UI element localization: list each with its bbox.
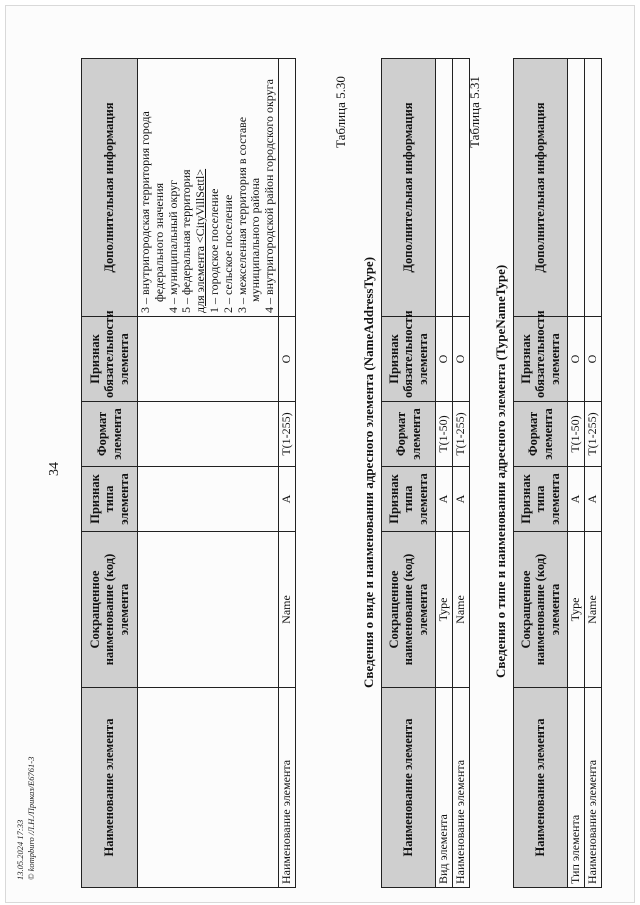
header-info: Дополнительная информация xyxy=(382,59,436,317)
info-line: 5 – федеральная территория xyxy=(179,169,194,313)
print-stamp xyxy=(15,757,36,880)
cell-name: Вид элемента xyxy=(436,688,453,888)
cell-name: Наименование элемента xyxy=(584,688,601,888)
cell-info xyxy=(278,59,295,317)
cell-required: О xyxy=(452,317,469,402)
header-format: Формат элемента xyxy=(382,402,436,467)
cell-type: А xyxy=(584,467,601,532)
header-format: Формат элемента xyxy=(514,402,568,467)
info-line: 2 – сельское поселение xyxy=(220,194,235,313)
table-title: Сведения о типе и наименовании адресного элемента (TypeNameType) xyxy=(493,264,508,678)
table-row xyxy=(278,59,295,888)
info-line: 1 – городское поселение xyxy=(206,188,221,313)
cell-abbr: Name xyxy=(584,532,601,688)
header-name: Наименование элемента xyxy=(382,688,436,888)
header-abbr: Сокращенное наименование (код) элемента xyxy=(82,532,138,688)
rotated-content xyxy=(15,38,611,888)
header-info: Дополнительная информация xyxy=(514,59,568,317)
cell-info xyxy=(568,59,585,317)
header-abbr: Сокращенное наименование (код) элемента xyxy=(382,532,436,688)
page-number: 34 xyxy=(47,462,62,476)
cell-type: А xyxy=(278,467,295,532)
stamp-date: 13.05.2024 17:33 xyxy=(15,819,25,880)
cell-abbr: Type xyxy=(436,532,453,688)
cell-name: Наименование элемента xyxy=(452,688,469,888)
cell-name: Наименование элемента xyxy=(278,688,295,888)
header-name: Наименование элемента xyxy=(514,688,568,888)
info-line: муниципального района xyxy=(248,177,263,302)
table-cell xyxy=(138,317,279,402)
document-page xyxy=(5,5,635,903)
info-line: для элемента <CityVillSettl> xyxy=(193,168,208,313)
cell-format: T(1-255) xyxy=(452,402,469,467)
cell-info xyxy=(436,59,453,317)
cell-required: О xyxy=(278,317,295,402)
cell-required: О xyxy=(436,317,453,402)
header-required: Признак обязательности элемента xyxy=(82,317,138,402)
cell-required: О xyxy=(568,317,585,402)
table-cell xyxy=(138,402,279,467)
table-label: Таблица 5.30 xyxy=(333,76,348,148)
header-name: Наименование элемента xyxy=(82,688,138,888)
cell-format: T(1-255) xyxy=(278,402,295,467)
table-row xyxy=(452,59,469,888)
info-line: федерального значения xyxy=(151,182,166,302)
header-abbr: Сокращенное наименование (код) элемента xyxy=(514,532,568,688)
info-line: 3 – межселенная территория в составе xyxy=(234,116,249,313)
header-required: Признак обязательности элемента xyxy=(514,317,568,402)
cell-abbr: Name xyxy=(278,532,295,688)
info-line: 4 – внутригородской район городского округа xyxy=(262,79,277,313)
header-info: Дополнительная информация xyxy=(82,59,138,317)
header-type: Признак типа элемента xyxy=(514,467,568,532)
cell-format: T(1-255) xyxy=(584,402,601,467)
table-row xyxy=(584,59,601,888)
cell-type: А xyxy=(436,467,453,532)
cell-format: T(1-50) xyxy=(568,402,585,467)
cell-abbr: Name xyxy=(452,532,469,688)
header-required: Признак обязательности элемента xyxy=(382,317,436,402)
table-row xyxy=(436,59,453,888)
info-list xyxy=(138,59,279,317)
header-type: Признак типа элемента xyxy=(382,467,436,532)
cell-required: О xyxy=(584,317,601,402)
table-cell xyxy=(138,467,279,532)
table-5-30 xyxy=(381,58,470,888)
info-line: 4 – муниципальный округ xyxy=(165,179,180,313)
cell-abbr: Type xyxy=(568,532,585,688)
cell-format: T(1-50) xyxy=(436,402,453,467)
table-row xyxy=(568,59,585,888)
table-label: Таблица 5.31 xyxy=(467,76,482,148)
header-type: Признак типа элемента xyxy=(82,467,138,532)
cell-info xyxy=(584,59,601,317)
cell-name: Тип элемента xyxy=(568,688,585,888)
table-5-31 xyxy=(513,58,602,888)
table-title: Сведения о виде и наименовании адресного элемента (NameAddressType) xyxy=(361,256,376,688)
info-line: 3 – внутригородская территория города xyxy=(138,111,152,313)
table-cell xyxy=(138,688,279,888)
stamp-source: © kompburo /Л.Н./Приказ/Е6761-3 xyxy=(25,756,36,880)
header-format: Формат элемента xyxy=(82,402,138,467)
table-cell xyxy=(138,532,279,688)
cell-type: А xyxy=(452,467,469,532)
cell-type: А xyxy=(568,467,585,532)
table-continuation xyxy=(81,58,296,888)
